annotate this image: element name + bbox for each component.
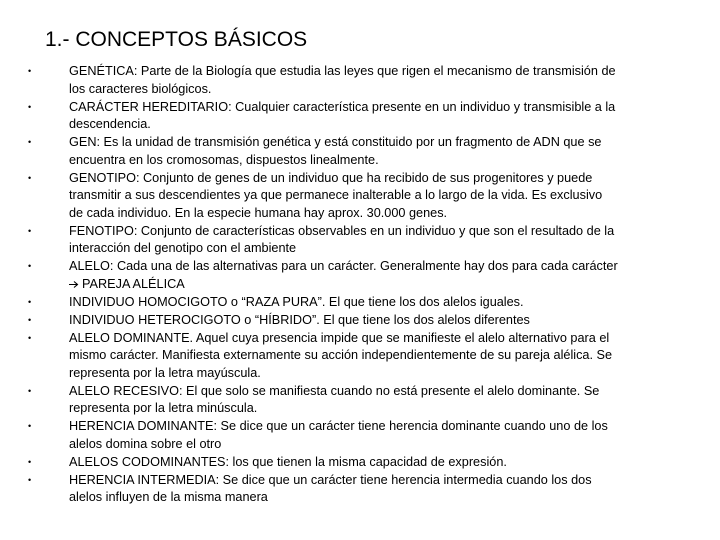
bullet-dot-icon: • [28,456,32,467]
list-item [28,472,678,507]
bullet-text-line: INDIVIDUO HETEROCIGOTO o “HÍBRIDO”. El que tiene los dos alelos diferentes [69,312,530,327]
list-item [28,454,678,472]
right-arrow-icon [69,276,82,294]
bullet-text-line: representa por la letra mayúscula. [69,365,261,380]
list-item [28,330,678,383]
bullet-dot-icon: • [28,172,32,183]
bullet-text-line: FENOTIPO: Conjunto de características observables en un individuo y que son el resultado de la [69,223,615,238]
pareja-alelica-text: PAREJA ALÉLICA [82,276,185,291]
bullet-text-line: alelos domina sobre el otro [69,436,222,451]
bullet-dot-icon: • [28,421,32,431]
bullet-dot-icon: • [28,332,32,343]
bullet-text-line: alelos influyen de la misma manera [69,490,268,504]
bullet-text-line: representa por la letra minúscula. [69,401,258,415]
list-item [28,418,678,453]
bullet-text-line: ALELO DOMINANTE. Aquel cuya presencia impide que se manifieste el alelo alternativo para el [69,330,610,345]
bullet-text-line: HERENCIA DOMINANTE: Se dice que un carácter tiene herencia dominante cuando uno de los [69,419,608,433]
bullet-list [28,63,678,507]
bullet-text-line: los caracteres biológicos. [69,81,212,96]
arrow-line [69,276,678,294]
list-item [28,63,678,98]
slide-title: 1.- CONCEPTOS BÁSICOS [45,28,308,51]
bullet-text-line: INDIVIDUO HOMOCIGOTO o “RAZA PURA”. El que tiene los dos alelos iguales. [69,294,524,309]
list-item [28,294,678,312]
bullet-text-line: ALELO RECESIVO: El que solo se manifiesta cuando no está presente el alelo dominante. Se [69,383,600,398]
list-item [28,99,678,134]
bullet-dot-icon: • [28,66,32,76]
bullet-text-line: GEN: Es la unidad de transmisión genética y está constituido por un fragmento de ADN que se [69,135,602,149]
bullet-dot-icon: • [28,474,32,485]
bullet-text-line: de cada individuo. En la especie humana hay aprox. 30.000 genes. [69,205,448,220]
list-item [28,258,678,293]
bullet-text-line: GENÉTICA: Parte de la Biología que estudia las leyes que rigen el mecanismo de transmisión de [69,64,616,78]
bullet-dot-icon: • [28,137,32,147]
bullet-text-line: HERENCIA INTERMEDIA: Se dice que un carácter tiene herencia intermedia cuando los dos [69,472,592,487]
bullet-text-line: ALELO: Cada una de las alternativas para un carácter. Generalmente hay dos para cada carácter [69,259,618,273]
bullet-dot-icon: • [28,225,32,236]
bullet-dot-icon: • [28,385,32,396]
list-item [28,312,678,330]
bullet-text-line: encuentra en los cromosomas, dispuestos linealmente. [69,152,379,167]
bullet-text-line: CARÁCTER HEREDITARIO: Cualquier característica presente en un individuo y transmisible a la [69,99,616,114]
list-item [28,383,678,418]
bullet-dot-icon: • [28,101,32,112]
bullet-text-line: ALELOS CODOMINANTES: los que tienen la misma capacidad de expresión. [69,454,507,469]
list-item [28,134,678,169]
bullet-dot-icon: • [28,261,32,271]
bullet-dot-icon: • [28,296,32,307]
bullet-dot-icon: • [28,314,32,325]
bullet-text-line: interacción del genotipo con el ambiente [69,241,297,255]
bullet-text-line: GENOTIPO: Conjunto de genes de un individuo que ha recibido de sus progenitores y puede [69,170,593,185]
list-item [28,170,678,223]
bullet-text-line: descendencia. [69,117,151,131]
bullet-text-line: transmitir a sus descendientes ya que permanece inalterable a lo largo de la vida. Es exclusivo [69,188,603,202]
list-item [28,223,678,258]
bullet-text-line: mismo carácter. Manifiesta externamente su acción independientemente de su pareja alélica. Se [69,348,613,362]
